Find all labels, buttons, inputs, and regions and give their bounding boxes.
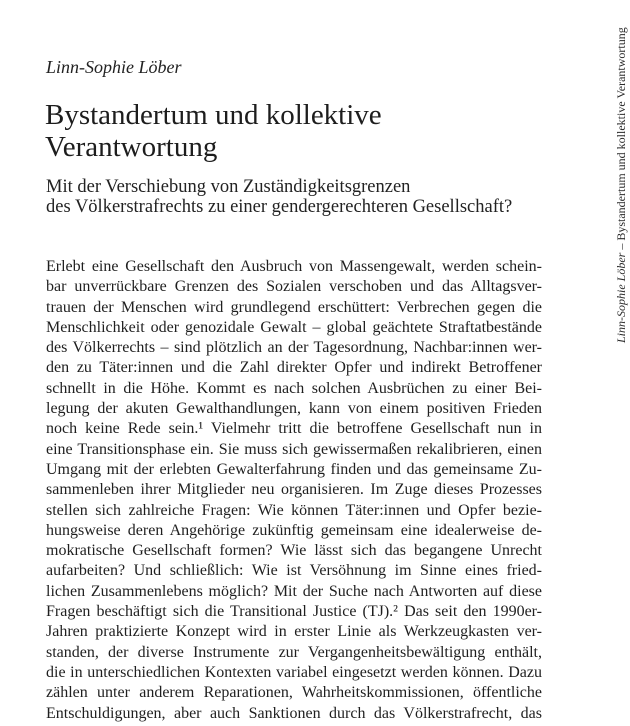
- body-line: aufarbeiten? Und schließlich: Wie ist Versöhnung im Sinne eines fried-: [46, 562, 542, 580]
- body-line: mokratische Gesellschaft formen? Wie lässt sich das begangene Unrecht: [46, 542, 542, 560]
- body-line: Jahren praktizierte Konzept wird in erster Linie als Werkzeugkasten ver-: [46, 623, 542, 641]
- body-line: standen, der diverse Instrumente zur Vergangenheitsbewältigung enthält,: [46, 643, 542, 661]
- chapter-title-line-1: Bystandertum und kollektive: [45, 99, 382, 131]
- body-line: Entschuldigungen, aber auch Sanktionen durch das Völkerstrafrecht, das: [46, 704, 542, 722]
- body-line: des Völkerrechts – sind plötzlich an der Tagesordnung, Nachbar:innen wer-: [46, 339, 542, 357]
- body-line: den zu Täter:innen und die Zahl direkter Opfer und indirekt Betroffener: [46, 359, 542, 377]
- body-line: trauen der Menschen wird grundlegend erschüttert: Verbrechen gegen die: [46, 298, 542, 316]
- body-line: eine Transitionsphase ein. Sie muss sich gewissermaßen rekalibrieren, einen: [46, 440, 542, 458]
- body-line: zählen unter anderem Reparationen, Wahrheitskommissionen, öffentliche: [46, 684, 542, 702]
- body-line: stellen sich zahlreiche Fragen: Wie können Täter:innen und Opfer bezie-: [46, 501, 542, 519]
- chapter-subtitle-line-2: des Völkerstrafrechts zu einer gendergerechteren Gesellschaft?: [46, 197, 513, 217]
- running-head: [595, 27, 628, 345]
- body-line: lichen Zusammenlebens möglich? Mit der Suche nach Antworten auf diese: [46, 582, 542, 600]
- chapter-subtitle: [46, 177, 566, 217]
- running-head-text: [614, 27, 628, 343]
- body-line: schnellt in die Höhe. Kommt es nach solchen Ausbrüchen zu einer Bei-: [46, 379, 542, 397]
- body-line: Erlebt eine Gesellschaft den Ausbruch von Massengewalt, werden schein-: [46, 258, 542, 275]
- running-head-author: Linn-Sophie Löber: [614, 252, 628, 343]
- body-line: bar unverrückbare Grenzen des Sozialen verschoben und das Alltagsver-: [46, 278, 542, 296]
- body-line: sammenleben ihrer Mitglieder neu organisieren. Im Zuge dieses Prozesses: [46, 481, 542, 499]
- body-line: noch keine Rede sein.¹ Vielmehr tritt die betroffene Gesellschaft nun in: [46, 420, 542, 438]
- chapter-subtitle-line-1: Mit der Verschiebung von Zuständigkeitsgrenzen: [46, 177, 411, 197]
- body-line: Umgang mit der erlebten Gewalterfahrung finden und das gemeinsame Zu-: [46, 460, 542, 478]
- body-line: die in unterschiedlichen Kontexten variabel eingesetzt werden können. Dazu: [46, 663, 542, 681]
- body-line: legung der akuten Gewalthandlungen, kann von einem positiven Frieden: [46, 400, 542, 418]
- chapter-author: Linn-Sophie Löber: [46, 57, 182, 77]
- body-paragraph: [46, 257, 542, 724]
- running-head-separator: –: [614, 240, 628, 253]
- running-head-title: Bystandertum und kollektive Verantwortung: [614, 27, 628, 241]
- body-line: hungsweise deren Angehörige zukünftig gemeinsam eine idealerweise de-: [46, 521, 542, 539]
- chapter-title: [45, 99, 565, 163]
- chapter-title-line-2: Verantwortung: [45, 131, 218, 163]
- body-line: Menschlichkeit oder genozidale Gewalt – global geächtete Straftatbestände: [46, 318, 542, 336]
- body-line: Fragen beschäftigt sich die Transitional Justice (TJ).² Das seit den 1990er-: [46, 603, 542, 621]
